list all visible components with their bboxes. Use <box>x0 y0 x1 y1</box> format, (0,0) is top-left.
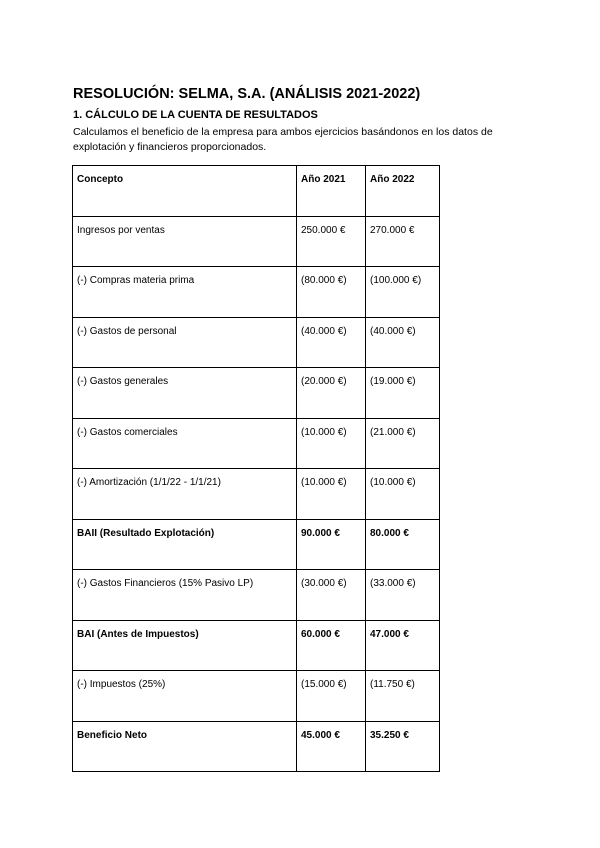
row-2022: (10.000 €) <box>366 469 440 520</box>
table-row <box>73 317 440 368</box>
row-concepto: BAI (Antes de Impuestos) <box>73 620 297 671</box>
row-concepto: (-) Gastos generales <box>73 368 297 419</box>
table-row <box>73 418 440 469</box>
header-concepto: Concepto <box>73 166 297 217</box>
header-2021: Año 2021 <box>297 166 366 217</box>
row-2021: (10.000 €) <box>297 418 366 469</box>
table-row <box>73 671 440 722</box>
row-concepto: (-) Gastos de personal <box>73 317 297 368</box>
row-2022: 47.000 € <box>366 620 440 671</box>
table-row <box>73 721 440 772</box>
row-2022: 35.250 € <box>366 721 440 772</box>
table-row <box>73 267 440 318</box>
table-body <box>73 216 440 772</box>
row-2022: (11.750 €) <box>366 671 440 722</box>
row-2021: (40.000 €) <box>297 317 366 368</box>
document-title: RESOLUCIÓN: SELMA, S.A. (ANÁLISIS 2021-2022) <box>73 86 421 102</box>
row-2022: (19.000 €) <box>366 368 440 419</box>
row-concepto: Ingresos por ventas <box>73 216 297 267</box>
intro-paragraph: Calculamos el beneficio de la empresa para ambos ejercicios basándonos en los datos de explotación y financieros proporcionados. <box>73 126 493 153</box>
row-2022: (33.000 €) <box>366 570 440 621</box>
row-2021: (80.000 €) <box>297 267 366 318</box>
table-header-row <box>73 166 440 217</box>
table-row <box>73 519 440 570</box>
row-concepto: (-) Gastos comerciales <box>73 418 297 469</box>
row-2022: (40.000 €) <box>366 317 440 368</box>
row-2022: 270.000 € <box>366 216 440 267</box>
row-2021: 45.000 € <box>297 721 366 772</box>
row-concepto: Beneficio Neto <box>73 721 297 772</box>
row-2021: 250.000 € <box>297 216 366 267</box>
table-row <box>73 216 440 267</box>
row-2021: 60.000 € <box>297 620 366 671</box>
row-concepto: (-) Impuestos (25%) <box>73 671 297 722</box>
row-2021: (30.000 €) <box>297 570 366 621</box>
row-2022: (21.000 €) <box>366 418 440 469</box>
header-2022: Año 2022 <box>366 166 440 217</box>
row-concepto: (-) Amortización (1/1/22 - 1/1/21) <box>73 469 297 520</box>
table-row <box>73 570 440 621</box>
row-concepto: BAII (Resultado Explotación) <box>73 519 297 570</box>
section-heading: 1. CÁLCULO DE LA CUENTA DE RESULTADOS <box>73 109 318 121</box>
table-row <box>73 620 440 671</box>
income-statement-table <box>72 165 440 772</box>
row-concepto: (-) Gastos Financieros (15% Pasivo LP) <box>73 570 297 621</box>
row-concepto: (-) Compras materia prima <box>73 267 297 318</box>
table-row <box>73 469 440 520</box>
row-2021: 90.000 € <box>297 519 366 570</box>
row-2021: (15.000 €) <box>297 671 366 722</box>
row-2021: (20.000 €) <box>297 368 366 419</box>
table-row <box>73 368 440 419</box>
row-2021: (10.000 €) <box>297 469 366 520</box>
row-2022: (100.000 €) <box>366 267 440 318</box>
row-2022: 80.000 € <box>366 519 440 570</box>
